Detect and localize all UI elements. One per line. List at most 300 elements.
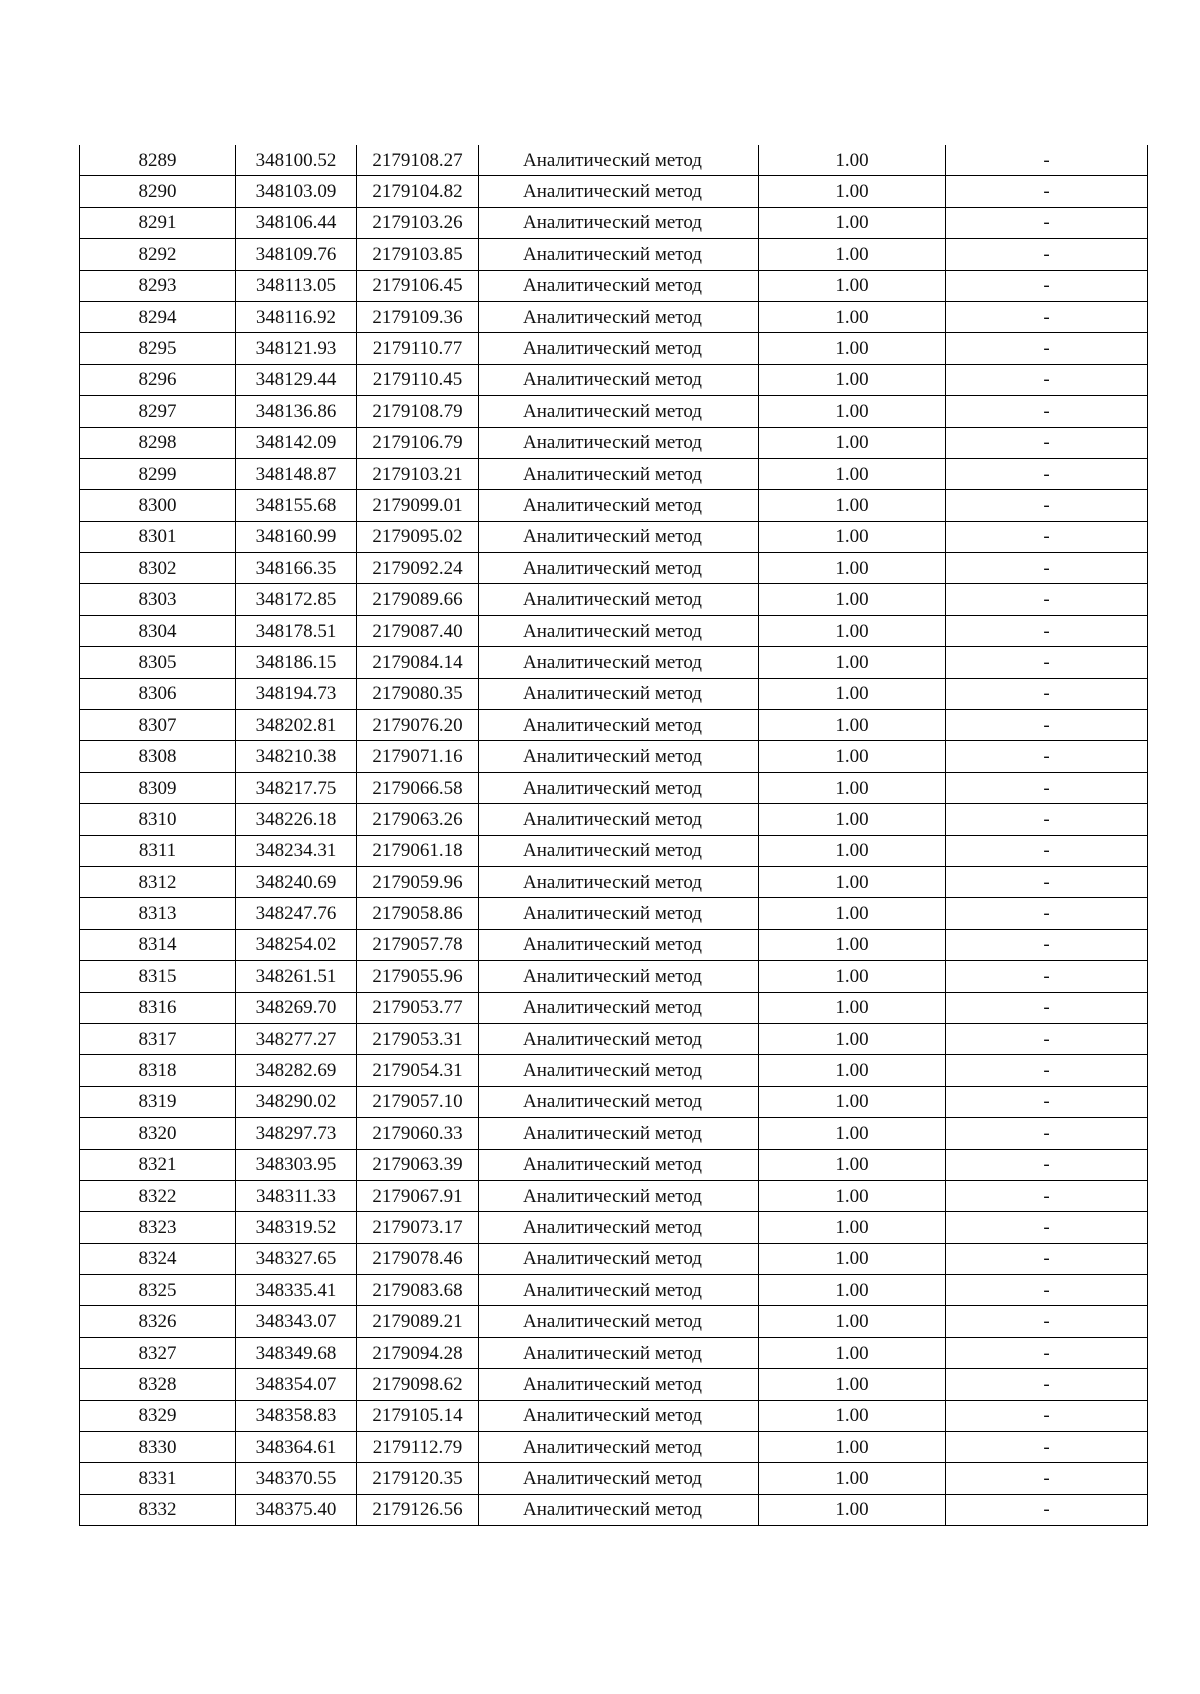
accuracy-cell: 1.00 <box>759 647 946 678</box>
y-coordinate-cell: 2179063.26 <box>357 804 479 835</box>
point-number-cell: 8294 <box>80 301 236 332</box>
y-coordinate-cell: 2179089.21 <box>357 1306 479 1337</box>
note-cell: - <box>946 835 1148 866</box>
y-coordinate-cell: 2179057.78 <box>357 929 479 960</box>
x-coordinate-cell: 348343.07 <box>236 1306 357 1337</box>
y-coordinate-cell: 2179108.27 <box>357 145 479 176</box>
y-coordinate-cell: 2179089.66 <box>357 584 479 615</box>
x-coordinate-cell: 348109.76 <box>236 239 357 270</box>
note-cell: - <box>946 741 1148 772</box>
point-number-cell: 8320 <box>80 1118 236 1149</box>
accuracy-cell: 1.00 <box>759 1023 946 1054</box>
x-coordinate-cell: 348375.40 <box>236 1494 357 1525</box>
x-coordinate-cell: 348277.27 <box>236 1023 357 1054</box>
y-coordinate-cell: 2179073.17 <box>357 1212 479 1243</box>
table-row <box>80 1086 1148 1117</box>
y-coordinate-cell: 2179060.33 <box>357 1118 479 1149</box>
accuracy-cell: 1.00 <box>759 615 946 646</box>
note-cell: - <box>946 1243 1148 1274</box>
table-row <box>80 804 1148 835</box>
note-cell: - <box>946 584 1148 615</box>
table-row <box>80 1243 1148 1274</box>
y-coordinate-cell: 2179126.56 <box>357 1494 479 1525</box>
method-cell: Аналитический метод <box>479 1023 759 1054</box>
x-coordinate-cell: 348335.41 <box>236 1275 357 1306</box>
accuracy-cell: 1.00 <box>759 553 946 584</box>
y-coordinate-cell: 2179109.36 <box>357 301 479 332</box>
note-cell: - <box>946 1212 1148 1243</box>
point-number-cell: 8328 <box>80 1369 236 1400</box>
x-coordinate-cell: 348121.93 <box>236 333 357 364</box>
table-row <box>80 176 1148 207</box>
table-row <box>80 207 1148 238</box>
table-row <box>80 835 1148 866</box>
y-coordinate-cell: 2179053.31 <box>357 1023 479 1054</box>
point-number-cell: 8322 <box>80 1180 236 1211</box>
point-number-cell: 8319 <box>80 1086 236 1117</box>
accuracy-cell: 1.00 <box>759 961 946 992</box>
y-coordinate-cell: 2179076.20 <box>357 710 479 741</box>
table-row <box>80 866 1148 897</box>
x-coordinate-cell: 348172.85 <box>236 584 357 615</box>
note-cell: - <box>946 239 1148 270</box>
table-row <box>80 1369 1148 1400</box>
method-cell: Аналитический метод <box>479 458 759 489</box>
point-number-cell: 8317 <box>80 1023 236 1054</box>
y-coordinate-cell: 2179053.77 <box>357 992 479 1023</box>
note-cell: - <box>946 333 1148 364</box>
point-number-cell: 8321 <box>80 1149 236 1180</box>
y-coordinate-cell: 2179067.91 <box>357 1180 479 1211</box>
point-number-cell: 8311 <box>80 835 236 866</box>
table-row <box>80 961 1148 992</box>
method-cell: Аналитический метод <box>479 1055 759 1086</box>
table-row <box>80 145 1148 176</box>
point-number-cell: 8307 <box>80 710 236 741</box>
x-coordinate-cell: 348129.44 <box>236 364 357 395</box>
accuracy-cell: 1.00 <box>759 1086 946 1117</box>
point-number-cell: 8297 <box>80 396 236 427</box>
table-row <box>80 427 1148 458</box>
x-coordinate-cell: 348297.73 <box>236 1118 357 1149</box>
method-cell: Аналитический метод <box>479 427 759 458</box>
table-row <box>80 239 1148 270</box>
x-coordinate-cell: 348303.95 <box>236 1149 357 1180</box>
method-cell: Аналитический метод <box>479 584 759 615</box>
y-coordinate-cell: 2179103.85 <box>357 239 479 270</box>
x-coordinate-cell: 348148.87 <box>236 458 357 489</box>
x-coordinate-cell: 348240.69 <box>236 866 357 897</box>
table-row <box>80 678 1148 709</box>
table-row <box>80 710 1148 741</box>
x-coordinate-cell: 348282.69 <box>236 1055 357 1086</box>
table-row <box>80 301 1148 332</box>
point-number-cell: 8291 <box>80 207 236 238</box>
point-number-cell: 8295 <box>80 333 236 364</box>
y-coordinate-cell: 2179106.45 <box>357 270 479 301</box>
note-cell: - <box>946 929 1148 960</box>
method-cell: Аналитический метод <box>479 929 759 960</box>
method-cell: Аналитический метод <box>479 1086 759 1117</box>
x-coordinate-cell: 348136.86 <box>236 396 357 427</box>
method-cell: Аналитический метод <box>479 772 759 803</box>
method-cell: Аналитический метод <box>479 678 759 709</box>
method-cell: Аналитический метод <box>479 364 759 395</box>
note-cell: - <box>946 427 1148 458</box>
method-cell: Аналитический метод <box>479 835 759 866</box>
table-row <box>80 396 1148 427</box>
point-number-cell: 8324 <box>80 1243 236 1274</box>
accuracy-cell: 1.00 <box>759 1212 946 1243</box>
note-cell: - <box>946 364 1148 395</box>
point-number-cell: 8306 <box>80 678 236 709</box>
point-number-cell: 8301 <box>80 521 236 552</box>
y-coordinate-cell: 2179120.35 <box>357 1463 479 1494</box>
accuracy-cell: 1.00 <box>759 1494 946 1525</box>
table-row <box>80 741 1148 772</box>
note-cell: - <box>946 521 1148 552</box>
y-coordinate-cell: 2179083.68 <box>357 1275 479 1306</box>
method-cell: Аналитический метод <box>479 270 759 301</box>
point-number-cell: 8310 <box>80 804 236 835</box>
method-cell: Аналитический метод <box>479 521 759 552</box>
point-number-cell: 8330 <box>80 1432 236 1463</box>
y-coordinate-cell: 2179092.24 <box>357 553 479 584</box>
accuracy-cell: 1.00 <box>759 835 946 866</box>
method-cell: Аналитический метод <box>479 396 759 427</box>
point-number-cell: 8312 <box>80 866 236 897</box>
table-row <box>80 1432 1148 1463</box>
y-coordinate-cell: 2179084.14 <box>357 647 479 678</box>
point-number-cell: 8318 <box>80 1055 236 1086</box>
accuracy-cell: 1.00 <box>759 301 946 332</box>
x-coordinate-cell: 348202.81 <box>236 710 357 741</box>
method-cell: Аналитический метод <box>479 301 759 332</box>
x-coordinate-cell: 348210.38 <box>236 741 357 772</box>
table-row <box>80 1494 1148 1525</box>
note-cell: - <box>946 866 1148 897</box>
accuracy-cell: 1.00 <box>759 207 946 238</box>
note-cell: - <box>946 396 1148 427</box>
x-coordinate-cell: 348155.68 <box>236 490 357 521</box>
accuracy-cell: 1.00 <box>759 239 946 270</box>
note-cell: - <box>946 710 1148 741</box>
method-cell: Аналитический метод <box>479 553 759 584</box>
note-cell: - <box>946 490 1148 521</box>
point-number-cell: 8314 <box>80 929 236 960</box>
table-row <box>80 1400 1148 1431</box>
method-cell: Аналитический метод <box>479 961 759 992</box>
method-cell: Аналитический метод <box>479 333 759 364</box>
method-cell: Аналитический метод <box>479 1400 759 1431</box>
table-row <box>80 270 1148 301</box>
note-cell: - <box>946 1337 1148 1368</box>
method-cell: Аналитический метод <box>479 866 759 897</box>
method-cell: Аналитический метод <box>479 1369 759 1400</box>
accuracy-cell: 1.00 <box>759 678 946 709</box>
y-coordinate-cell: 2179095.02 <box>357 521 479 552</box>
note-cell: - <box>946 1400 1148 1431</box>
accuracy-cell: 1.00 <box>759 490 946 521</box>
point-number-cell: 8325 <box>80 1275 236 1306</box>
point-number-cell: 8329 <box>80 1400 236 1431</box>
note-cell: - <box>946 1118 1148 1149</box>
note-cell: - <box>946 1306 1148 1337</box>
table-row <box>80 615 1148 646</box>
accuracy-cell: 1.00 <box>759 1463 946 1494</box>
y-coordinate-cell: 2179063.39 <box>357 1149 479 1180</box>
accuracy-cell: 1.00 <box>759 1118 946 1149</box>
point-number-cell: 8308 <box>80 741 236 772</box>
table-row <box>80 1023 1148 1054</box>
method-cell: Аналитический метод <box>479 1243 759 1274</box>
x-coordinate-cell: 348116.92 <box>236 301 357 332</box>
x-coordinate-cell: 348269.70 <box>236 992 357 1023</box>
y-coordinate-cell: 2179098.62 <box>357 1369 479 1400</box>
y-coordinate-cell: 2179057.10 <box>357 1086 479 1117</box>
table-row <box>80 553 1148 584</box>
point-number-cell: 8303 <box>80 584 236 615</box>
method-cell: Аналитический метод <box>479 1212 759 1243</box>
x-coordinate-cell: 348217.75 <box>236 772 357 803</box>
table-row <box>80 772 1148 803</box>
x-coordinate-cell: 348100.52 <box>236 145 357 176</box>
accuracy-cell: 1.00 <box>759 1369 946 1400</box>
y-coordinate-cell: 2179112.79 <box>357 1432 479 1463</box>
note-cell: - <box>946 1432 1148 1463</box>
note-cell: - <box>946 615 1148 646</box>
x-coordinate-cell: 348364.61 <box>236 1432 357 1463</box>
point-number-cell: 8326 <box>80 1306 236 1337</box>
y-coordinate-cell: 2179103.21 <box>357 458 479 489</box>
accuracy-cell: 1.00 <box>759 1275 946 1306</box>
note-cell: - <box>946 1369 1148 1400</box>
note-cell: - <box>946 1275 1148 1306</box>
method-cell: Аналитический метод <box>479 1432 759 1463</box>
note-cell: - <box>946 1055 1148 1086</box>
accuracy-cell: 1.00 <box>759 710 946 741</box>
x-coordinate-cell: 348234.31 <box>236 835 357 866</box>
note-cell: - <box>946 992 1148 1023</box>
point-number-cell: 8302 <box>80 553 236 584</box>
x-coordinate-cell: 348354.07 <box>236 1369 357 1400</box>
note-cell: - <box>946 176 1148 207</box>
point-number-cell: 8309 <box>80 772 236 803</box>
table-row <box>80 929 1148 960</box>
y-coordinate-cell: 2179110.77 <box>357 333 479 364</box>
table-row <box>80 898 1148 929</box>
accuracy-cell: 1.00 <box>759 772 946 803</box>
x-coordinate-cell: 348290.02 <box>236 1086 357 1117</box>
x-coordinate-cell: 348370.55 <box>236 1463 357 1494</box>
point-number-cell: 8292 <box>80 239 236 270</box>
table-row <box>80 584 1148 615</box>
accuracy-cell: 1.00 <box>759 1243 946 1274</box>
note-cell: - <box>946 1023 1148 1054</box>
accuracy-cell: 1.00 <box>759 364 946 395</box>
method-cell: Аналитический метод <box>479 1306 759 1337</box>
x-coordinate-cell: 348358.83 <box>236 1400 357 1431</box>
y-coordinate-cell: 2179106.79 <box>357 427 479 458</box>
point-number-cell: 8293 <box>80 270 236 301</box>
note-cell: - <box>946 772 1148 803</box>
accuracy-cell: 1.00 <box>759 396 946 427</box>
accuracy-cell: 1.00 <box>759 270 946 301</box>
point-number-cell: 8313 <box>80 898 236 929</box>
note-cell: - <box>946 301 1148 332</box>
table-row <box>80 992 1148 1023</box>
method-cell: Аналитический метод <box>479 490 759 521</box>
table-row <box>80 458 1148 489</box>
note-cell: - <box>946 145 1148 176</box>
method-cell: Аналитический метод <box>479 710 759 741</box>
y-coordinate-cell: 2179054.31 <box>357 1055 479 1086</box>
y-coordinate-cell: 2179094.28 <box>357 1337 479 1368</box>
y-coordinate-cell: 2179071.16 <box>357 741 479 772</box>
table-row <box>80 333 1148 364</box>
note-cell: - <box>946 678 1148 709</box>
x-coordinate-cell: 348349.68 <box>236 1337 357 1368</box>
x-coordinate-cell: 348319.52 <box>236 1212 357 1243</box>
method-cell: Аналитический метод <box>479 1149 759 1180</box>
method-cell: Аналитический метод <box>479 1118 759 1149</box>
table-row <box>80 1180 1148 1211</box>
y-coordinate-cell: 2179105.14 <box>357 1400 479 1431</box>
accuracy-cell: 1.00 <box>759 1337 946 1368</box>
y-coordinate-cell: 2179080.35 <box>357 678 479 709</box>
note-cell: - <box>946 270 1148 301</box>
accuracy-cell: 1.00 <box>759 458 946 489</box>
point-number-cell: 8304 <box>80 615 236 646</box>
note-cell: - <box>946 1180 1148 1211</box>
table-row <box>80 647 1148 678</box>
y-coordinate-cell: 2179087.40 <box>357 615 479 646</box>
y-coordinate-cell: 2179104.82 <box>357 176 479 207</box>
method-cell: Аналитический метод <box>479 176 759 207</box>
note-cell: - <box>946 553 1148 584</box>
method-cell: Аналитический метод <box>479 615 759 646</box>
point-number-cell: 8290 <box>80 176 236 207</box>
x-coordinate-cell: 348254.02 <box>236 929 357 960</box>
point-number-cell: 8315 <box>80 961 236 992</box>
note-cell: - <box>946 961 1148 992</box>
x-coordinate-cell: 348186.15 <box>236 647 357 678</box>
note-cell: - <box>946 1086 1148 1117</box>
x-coordinate-cell: 348142.09 <box>236 427 357 458</box>
accuracy-cell: 1.00 <box>759 584 946 615</box>
method-cell: Аналитический метод <box>479 1494 759 1525</box>
accuracy-cell: 1.00 <box>759 176 946 207</box>
accuracy-cell: 1.00 <box>759 427 946 458</box>
note-cell: - <box>946 647 1148 678</box>
table-row <box>80 521 1148 552</box>
x-coordinate-cell: 348311.33 <box>236 1180 357 1211</box>
accuracy-cell: 1.00 <box>759 1180 946 1211</box>
note-cell: - <box>946 898 1148 929</box>
coordinates-table <box>79 145 1148 1526</box>
accuracy-cell: 1.00 <box>759 992 946 1023</box>
note-cell: - <box>946 1463 1148 1494</box>
table-row <box>80 1149 1148 1180</box>
method-cell: Аналитический метод <box>479 1275 759 1306</box>
method-cell: Аналитический метод <box>479 1337 759 1368</box>
accuracy-cell: 1.00 <box>759 866 946 897</box>
accuracy-cell: 1.00 <box>759 1432 946 1463</box>
table-row <box>80 1337 1148 1368</box>
accuracy-cell: 1.00 <box>759 333 946 364</box>
y-coordinate-cell: 2179066.58 <box>357 772 479 803</box>
accuracy-cell: 1.00 <box>759 898 946 929</box>
method-cell: Аналитический метод <box>479 741 759 772</box>
y-coordinate-cell: 2179108.79 <box>357 396 479 427</box>
x-coordinate-cell: 348166.35 <box>236 553 357 584</box>
accuracy-cell: 1.00 <box>759 804 946 835</box>
accuracy-cell: 1.00 <box>759 1400 946 1431</box>
x-coordinate-cell: 348261.51 <box>236 961 357 992</box>
method-cell: Аналитический метод <box>479 145 759 176</box>
accuracy-cell: 1.00 <box>759 1306 946 1337</box>
method-cell: Аналитический метод <box>479 207 759 238</box>
method-cell: Аналитический метод <box>479 647 759 678</box>
point-number-cell: 8296 <box>80 364 236 395</box>
y-coordinate-cell: 2179055.96 <box>357 961 479 992</box>
y-coordinate-cell: 2179110.45 <box>357 364 479 395</box>
method-cell: Аналитический метод <box>479 898 759 929</box>
accuracy-cell: 1.00 <box>759 521 946 552</box>
method-cell: Аналитический метод <box>479 992 759 1023</box>
table-row <box>80 1055 1148 1086</box>
note-cell: - <box>946 458 1148 489</box>
table-row <box>80 364 1148 395</box>
table-row <box>80 490 1148 521</box>
y-coordinate-cell: 2179061.18 <box>357 835 479 866</box>
y-coordinate-cell: 2179103.26 <box>357 207 479 238</box>
method-cell: Аналитический метод <box>479 1180 759 1211</box>
accuracy-cell: 1.00 <box>759 741 946 772</box>
note-cell: - <box>946 1149 1148 1180</box>
point-number-cell: 8332 <box>80 1494 236 1525</box>
x-coordinate-cell: 348178.51 <box>236 615 357 646</box>
x-coordinate-cell: 348103.09 <box>236 176 357 207</box>
method-cell: Аналитический метод <box>479 804 759 835</box>
point-number-cell: 8331 <box>80 1463 236 1494</box>
y-coordinate-cell: 2179059.96 <box>357 866 479 897</box>
note-cell: - <box>946 207 1148 238</box>
y-coordinate-cell: 2179078.46 <box>357 1243 479 1274</box>
x-coordinate-cell: 348194.73 <box>236 678 357 709</box>
accuracy-cell: 1.00 <box>759 1055 946 1086</box>
point-number-cell: 8298 <box>80 427 236 458</box>
x-coordinate-cell: 348247.76 <box>236 898 357 929</box>
x-coordinate-cell: 348327.65 <box>236 1243 357 1274</box>
x-coordinate-cell: 348226.18 <box>236 804 357 835</box>
table-row <box>80 1463 1148 1494</box>
method-cell: Аналитический метод <box>479 239 759 270</box>
table-row <box>80 1118 1148 1149</box>
accuracy-cell: 1.00 <box>759 145 946 176</box>
note-cell: - <box>946 1494 1148 1525</box>
table-row <box>80 1306 1148 1337</box>
table-row <box>80 1212 1148 1243</box>
point-number-cell: 8323 <box>80 1212 236 1243</box>
table-row <box>80 1275 1148 1306</box>
point-number-cell: 8300 <box>80 490 236 521</box>
accuracy-cell: 1.00 <box>759 929 946 960</box>
accuracy-cell: 1.00 <box>759 1149 946 1180</box>
point-number-cell: 8305 <box>80 647 236 678</box>
x-coordinate-cell: 348160.99 <box>236 521 357 552</box>
x-coordinate-cell: 348113.05 <box>236 270 357 301</box>
